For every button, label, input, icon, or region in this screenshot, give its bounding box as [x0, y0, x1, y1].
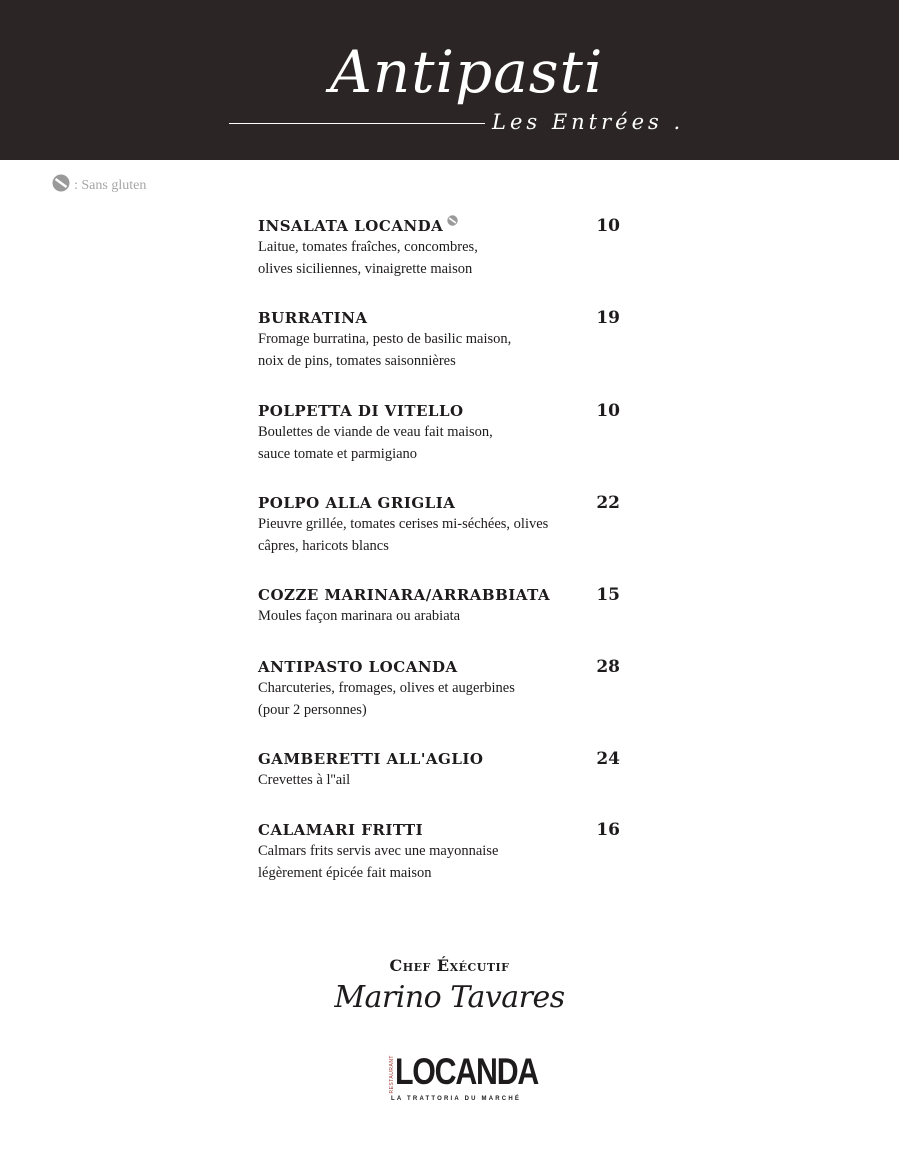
- logo-tagline: LA TRATTORIA DU MARCHÉ: [391, 1096, 522, 1102]
- menu-item-name-text: POLPETTA DI VITELLO: [258, 402, 464, 420]
- gluten-free-legend-label: : Sans gluten: [74, 177, 147, 193]
- menu-item-description: [258, 770, 558, 792]
- menu-item: [258, 308, 622, 372]
- menu-item-description-line: noix de pins, tomates saisonnières: [258, 352, 456, 369]
- menu-item-price: 16: [596, 820, 620, 840]
- logo-side-text: RESTAURANT: [389, 1055, 395, 1094]
- chef-title: Chef Éxécutif: [389, 956, 510, 975]
- menu-item-name-text: BURRATINA: [258, 309, 368, 327]
- menu-item-name: [258, 401, 622, 421]
- menu-item-name: [258, 657, 622, 677]
- menu-item: [258, 493, 622, 557]
- menu-item: [258, 820, 622, 884]
- title-divider: [229, 123, 485, 124]
- menu-item-description: [258, 514, 558, 557]
- menu-item-price: 28: [596, 657, 620, 677]
- menu-item-description: [258, 678, 558, 721]
- menu-item-description-line: sauce tomate et parmigiano: [258, 445, 418, 462]
- menu-item: [258, 585, 622, 628]
- menu-item-description-line: Boulettes de viande de veau fait maison,: [258, 424, 493, 440]
- menu-item: [258, 749, 622, 792]
- menu-item-name-text: POLPO ALLA GRIGLIA: [258, 494, 456, 512]
- menu-item-description-line: Charcuteries, fromages, olives et augerbines: [258, 680, 515, 696]
- section-title: Antipasti: [330, 38, 604, 106]
- menu-item-name-text: CALAMARI FRITTI: [258, 821, 424, 839]
- menu-item-price: 15: [596, 585, 620, 605]
- menu-item-description-line: Crevettes à l''ail: [258, 772, 351, 788]
- menu-item-description: [258, 329, 558, 372]
- gluten-free-icon: [52, 174, 70, 197]
- menu-item-name: [258, 820, 622, 840]
- menu-item-description-line: olives siciliennes, vinaigrette maison: [258, 260, 473, 277]
- menu-item-description: [258, 841, 558, 884]
- menu-item-name: [258, 749, 622, 769]
- menu-item-description: [258, 422, 558, 465]
- logo-wordmark: LOCANDA: [395, 1051, 539, 1092]
- menu-item-name-text: INSALATA LOCANDA: [258, 217, 444, 235]
- menu-header: [0, 0, 899, 160]
- chef-signature: Marino Tavares: [334, 980, 565, 1015]
- menu-item-description-line: Laitue, tomates fraîches, concombres,: [258, 239, 478, 255]
- menu-item-name-text: ANTIPASTO LOCANDA: [258, 658, 458, 676]
- menu-item: [258, 657, 622, 721]
- menu-item-name: [258, 585, 622, 605]
- menu-item: [258, 401, 622, 465]
- gluten-free-icon: [447, 211, 458, 231]
- menu-item-description-line: Calmars frits servis avec une mayonnaise: [258, 843, 499, 859]
- menu-item: [258, 216, 622, 280]
- menu-item-name: [258, 308, 622, 328]
- menu-item-name: [258, 493, 622, 513]
- menu-item-price: 24: [596, 749, 620, 769]
- menu-item-price: 19: [596, 308, 620, 328]
- menu-item-name-text: COZZE MARINARA/ARRABBIATA: [258, 586, 551, 604]
- menu-item-description-line: Moules façon marinara ou arabiata: [258, 608, 461, 624]
- menu-item-description-line: Pieuvre grillée, tomates cerises mi-séchées, olives: [258, 516, 549, 532]
- menu-item-price: 10: [596, 216, 620, 236]
- menu-item-name-text: GAMBERETTI ALL'AGLIO: [258, 750, 484, 768]
- restaurant-logo: [389, 1051, 539, 1108]
- menu-item-description: [258, 606, 558, 628]
- menu-item-description: [258, 237, 558, 280]
- menu-item-price: 10: [596, 401, 620, 421]
- menu-item-name: [258, 216, 622, 236]
- menu-item-description-line: légèrement épicée fait maison: [258, 864, 432, 881]
- menu-item-price: 22: [596, 493, 620, 513]
- menu-item-description-line: Fromage burratina, pesto de basilic maison,: [258, 331, 512, 347]
- menu-item-description-line: (pour 2 personnes): [258, 701, 367, 718]
- menu-item-description-line: câpres, haricots blancs: [258, 537, 389, 554]
- gluten-free-legend: [52, 174, 146, 197]
- section-subtitle: Les Entrées .: [492, 110, 685, 134]
